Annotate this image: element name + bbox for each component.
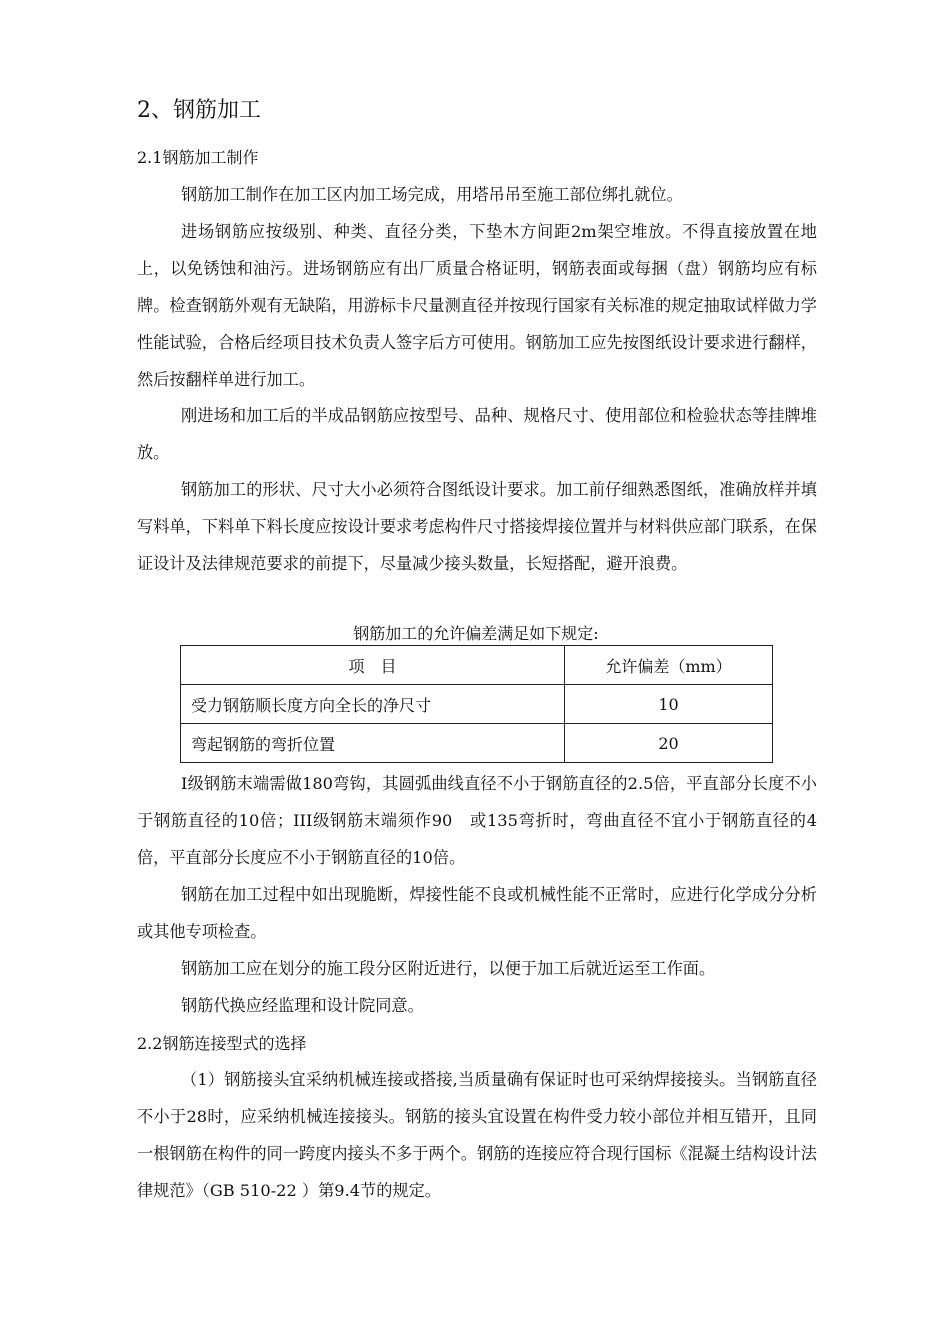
header-item: 项 目 [181, 646, 565, 685]
paragraph: 钢筋代换应经监理和设计院同意。 [181, 996, 424, 1015]
paragraph: I级钢筋末端需做180弯钩，其圆弧曲线直径不小于钢筋直径的2.5倍，平直部分长度不小于钢筋直径的10倍；III级钢筋末端须作90 或135弯折时，弯曲直径不宜小于钢筋直径的4倍，平直部分长度应不小于钢筋直径的10倍。 [137, 774, 817, 867]
paragraph: 刚进场和加工后的半成品钢筋应按型号、品种、规格尺寸、使用部位和检验状态等挂牌堆放。 [137, 406, 817, 462]
table-header-row [181, 646, 773, 685]
table-row [181, 724, 773, 763]
row-item: 受力钢筋顺长度方向全长的净尺寸 [181, 685, 565, 724]
paragraph: 进场钢筋应按级别、种类、直径分类，下垫木方间距2m架空堆放。不得直接放置在地上，以免锈蚀和油污。进场钢筋应有出厂质量合格证明，钢筋表面或每捆（盘）钢筋均应有标牌。检查钢筋外观有无缺陷，用游标卡尺量测直径并按现行国家有关标准的规定抽取试样做力学性能试验，合格后经项目技术负责人签字后方可使用。钢筋加工应先按图纸设计要求进行翻样，然后按翻样单进行加工。 [137, 222, 817, 389]
table-row [181, 685, 773, 724]
tolerance-table [180, 645, 773, 763]
table-caption: 钢筋加工的允许偏差满足如下规定: [353, 624, 599, 643]
section-heading: 2、钢筋加工 [137, 98, 261, 123]
row-value: 20 [565, 724, 773, 763]
subsection-heading-2-2: 2.2钢筋连接型式的选择 [137, 1034, 307, 1053]
paragraph: 钢筋加工应在划分的施工段分区附近进行，以便于加工后就近运至工作面。 [181, 959, 716, 978]
paragraph: 钢筋加工的形状、尺寸大小必须符合图纸设计要求。加工前仔细熟悉图纸，准确放样并填写料单，下料单下料长度应按设计要求考虑构件尺寸搭接焊接位置并与材料供应部门联系，在保证设计及法律规范要求的前提下，尽量减少接头数量，长短搭配，避开浪费。 [137, 480, 817, 573]
row-item: 弯起钢筋的弯折位置 [181, 724, 565, 763]
row-value: 10 [565, 685, 773, 724]
subsection-heading-2-1: 2.1钢筋加工制作 [137, 148, 259, 167]
paragraph: 钢筋加工制作在加工区内加工场完成，用塔吊吊至施工部位绑扎就位。 [181, 185, 683, 204]
paragraph: 钢筋在加工过程中如出现脆断，焊接性能不良或机械性能不正常时，应进行化学成分分析或其他专项检查。 [137, 885, 817, 941]
header-value: 允许偏差（mm） [565, 646, 773, 685]
paragraph: （1）钢筋接头宜采纳机械连接或搭接,当质量确有保证时也可采纳焊接接头。当钢筋直径不小于28时，应采纳机械连接接头。钢筋的接头宜设置在构件受力较小部位并相互错开，且同一根钢筋在构件的同一跨度内接头不多于两个。钢筋的连接应符合现行国标《混凝土结构设计法律规范》（GB 510-22 ）第9.4节的规定。 [137, 1070, 817, 1200]
